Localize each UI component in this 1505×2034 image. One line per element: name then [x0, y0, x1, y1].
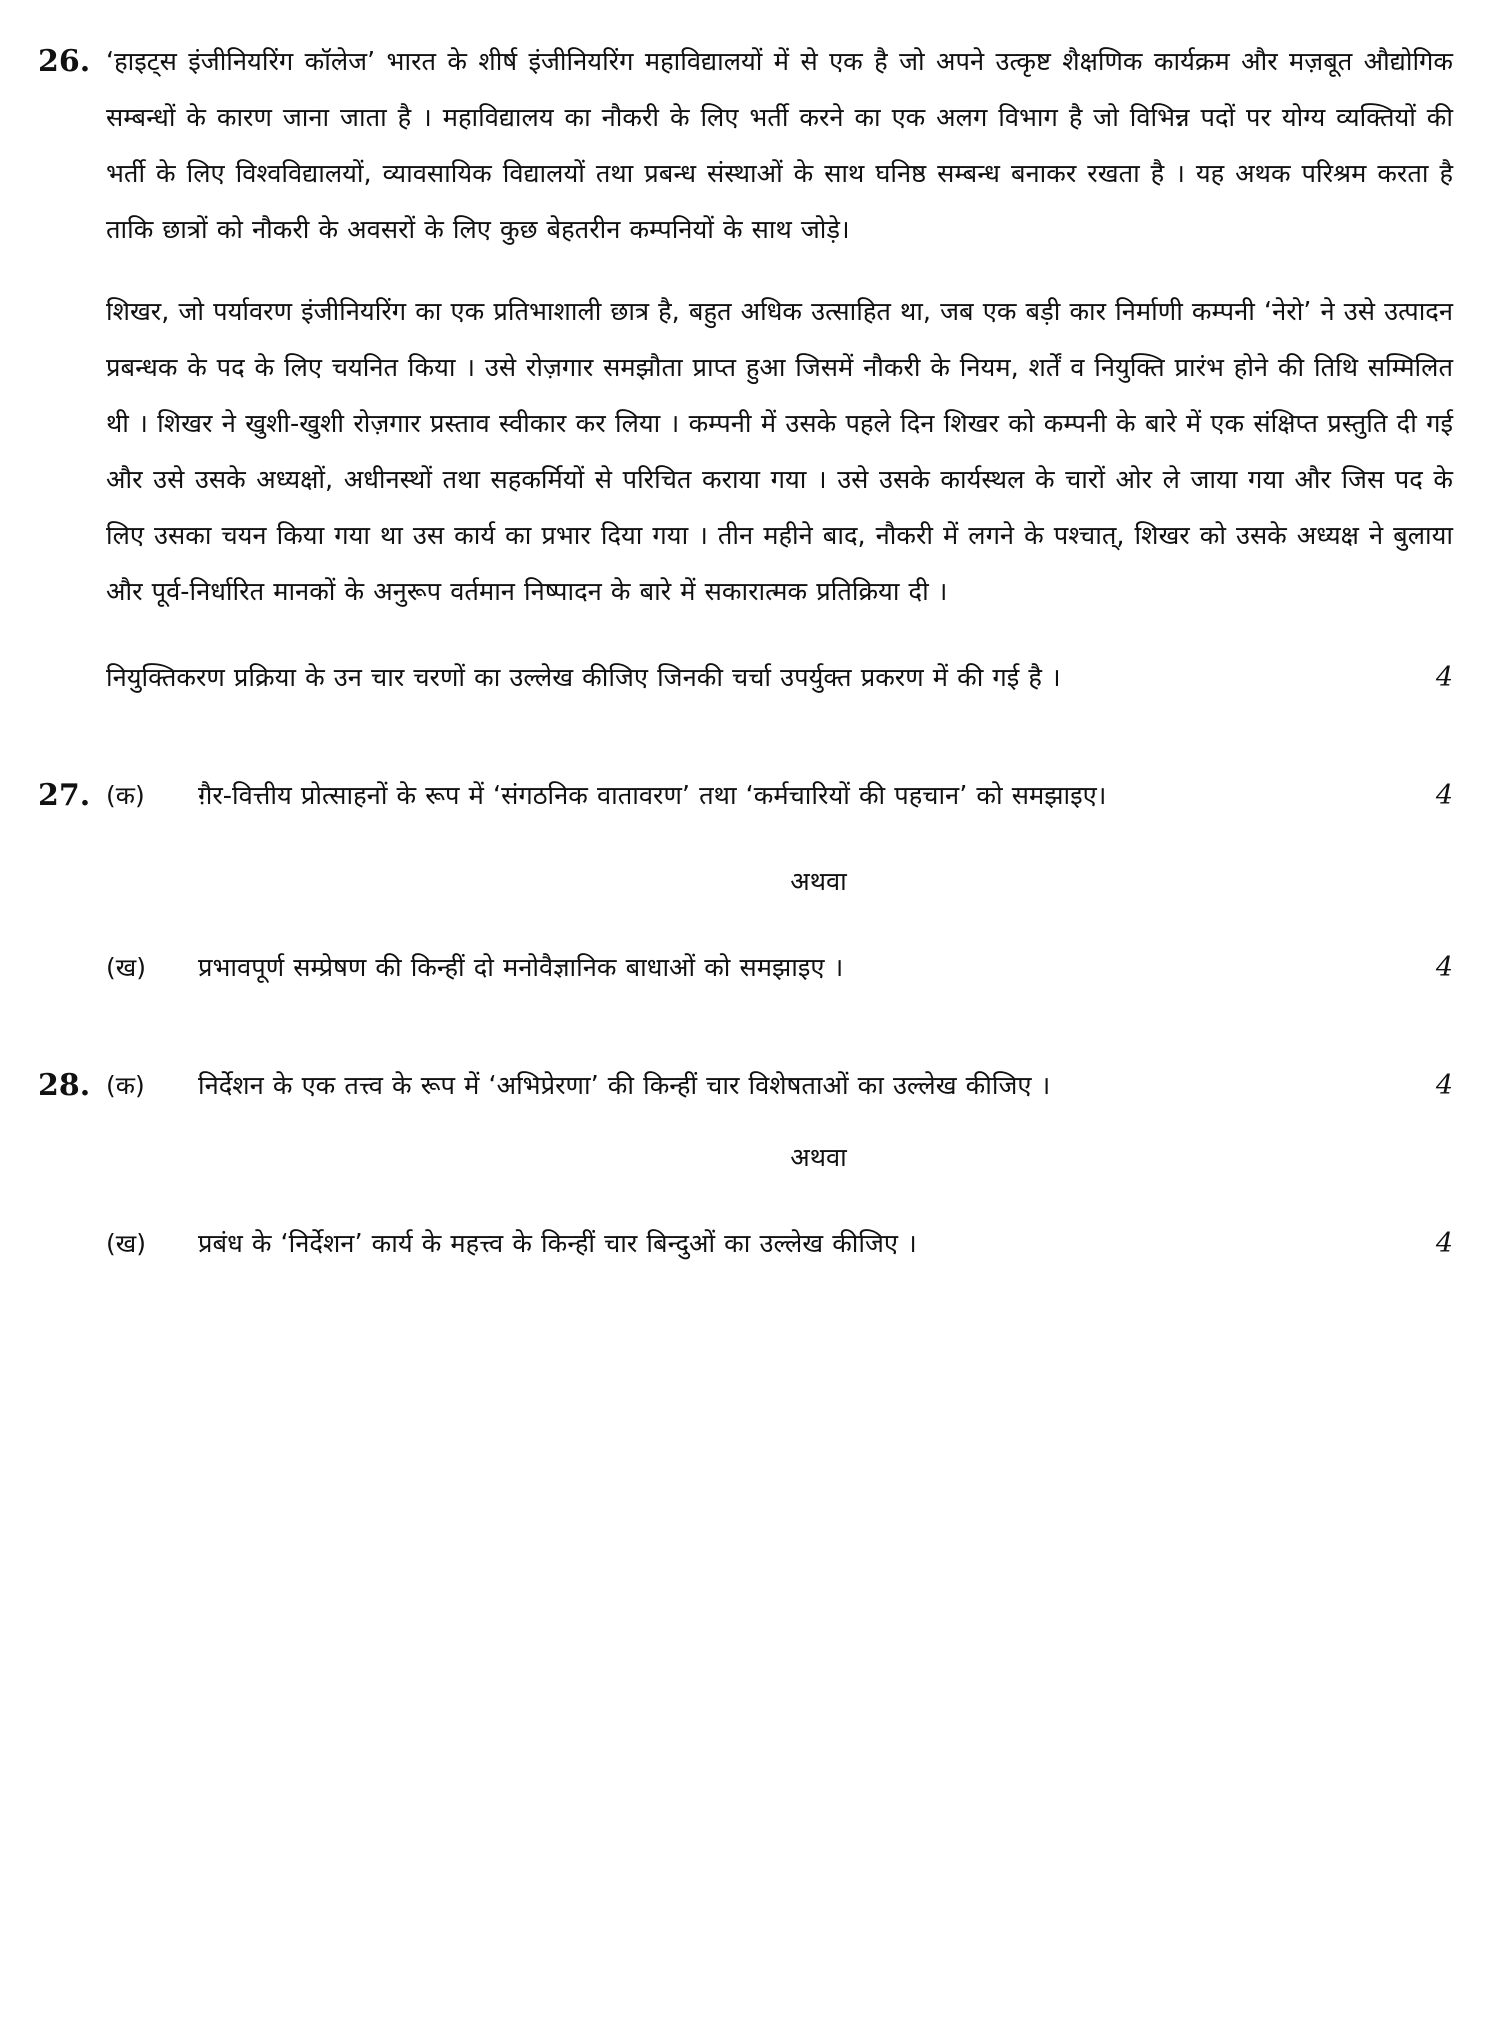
question-28-option-b-marks: 4	[1435, 1228, 1453, 1259]
question-27-option-b-text: प्रभावपूर्ण सम्प्रेषण की किन्हीं दो मनोवैज्ञानिक बाधाओं को समझाइए ।	[198, 953, 844, 983]
question-26-prompt-row	[106, 650, 1453, 706]
question-number-28: 28.	[38, 1068, 91, 1103]
question-26-paragraph-1: ‘हाइट्स इंजीनियरिंग कॉलेज’ भारत के शीर्ष इंजीनियरिंग महाविद्यालयों में से एक है जो अपने उत्कृष्ट शैक्षणिक कार्यक्रम और मज़बूत औद्योगिक सम्बन्धों के कारण जाना जाता है । महाविद्यालय का नौकरी के लिए भर्ती करने का एक अलग विभाग है जो विभिन्न पदों पर योग्य व्यक्तियों की भर्ती के लिए विश्वविद्यालयों, व्यावसायिक विद्यालयों तथा प्रबन्ध संस्थाओं के साथ घनिष्ठ सम्बन्ध बनाकर रखता है । यह अथक परिश्रम करता है ताकि छात्रों को नौकरी के अवसरों के लिए कुछ बेहतरीन कम्पनियों के साथ जोड़े।	[106, 47, 1453, 245]
spacer	[34, 996, 1453, 1058]
question-26-paragraph-2: शिखर, जो पर्यावरण इंजीनियरिंग का एक प्रतिभाशाली छात्र है, बहुत अधिक उत्साहित था, जब एक बड़ी कार निर्माणी कम्पनी ‘नेरो’ ने उसे उत्पादन प्रबन्धक के पद के लिए चयनित किया । उसे रोज़गार समझौता प्राप्त हुआ जिसमें नौकरी के नियम, शर्तें व नियुक्ति प्रारंभ होने की तिथि सम्मिलित थी । शिखर ने खुशी-खुशी रोज़गार प्रस्ताव स्वीकार कर लिया । कम्पनी में उसके पहले दिन शिखर को कम्पनी के बारे में एक संक्षिप्त प्रस्तुति दी गई और उसे उसके अध्यक्षों, अधीनस्थों तथा सहकर्मियों से परिचित कराया गया । उसे उसके कार्यस्थल के चारों ओर ले जाया गया और जिस पद के लिए उसका चयन किया गया था उस कार्य का प्रभार दिया गया । तीन महीने बाद, नौकरी में लगने के पश्चात्, शिखर को उसके अध्यक्ष ने बुलाया और पूर्व-निर्धारित मानकों के अनुरूप वर्तमान निष्पादन के बारे में सकारात्मक प्रतिक्रिया दी ।	[106, 297, 1453, 607]
spacer	[34, 706, 1453, 768]
question-28-option-b-body	[198, 1216, 1397, 1272]
question-28-option-a-marks: 4	[1435, 1070, 1453, 1101]
question-27-separator: अथवा	[790, 867, 847, 897]
question-27-option-b-label: (ख)	[106, 953, 146, 982]
question-27-option-a-text: ग़ैर-वित्तीय प्रोत्साहनों के रूप में ‘संगठनिक वातावरण’ तथा ‘कर्मचारियों की पहचान’ को समझाइए।	[198, 781, 1107, 811]
question-28-option-b-text: प्रबंध के ‘निर्देशन’ कार्य के महत्त्व के किन्हीं चार बिन्दुओं का उल्लेख कीजिए ।	[198, 1229, 917, 1259]
spacer	[34, 910, 1453, 940]
question-28-option-a-body	[198, 1058, 1397, 1114]
spacer	[34, 824, 1453, 854]
question-number-27: 27.	[38, 778, 91, 813]
question-number-26: 26.	[38, 44, 91, 79]
question-27-option-b-body	[198, 940, 1397, 996]
question-26-marks: 4	[1435, 662, 1453, 693]
question-28-separator: अथवा	[790, 1143, 847, 1173]
spacer	[34, 1114, 1453, 1130]
question-28-option-a	[34, 1058, 1453, 1114]
question-27-option-a-marks: 4	[1435, 780, 1453, 811]
question-26-prompt: नियुक्तिकरण प्रक्रिया के उन चार चरणों का उल्लेख कीजिए जिनकी चर्चा उपर्युक्त प्रकरण में की गई है ।	[106, 663, 1061, 693]
question-27-option-b	[34, 940, 1453, 996]
question-28-option-a-text: निर्देशन के एक तत्त्व के रूप में ‘अभिप्रेरणा’ की किन्हीं चार विशेषताओं का उल्लेख कीजिए ।	[198, 1071, 1051, 1101]
question-27-option-a	[34, 768, 1453, 824]
question-28-option-b-label: (ख)	[106, 1229, 146, 1258]
question-26	[34, 34, 1453, 706]
question-26-body	[106, 34, 1453, 706]
question-27-option-a-label: (क)	[106, 781, 145, 810]
question-28-option-b	[34, 1216, 1453, 1272]
question-27-option-b-marks: 4	[1435, 952, 1453, 983]
question-27-option-a-body	[198, 768, 1397, 824]
spacer	[34, 1186, 1453, 1216]
question-28-option-a-label: (क)	[106, 1071, 145, 1100]
